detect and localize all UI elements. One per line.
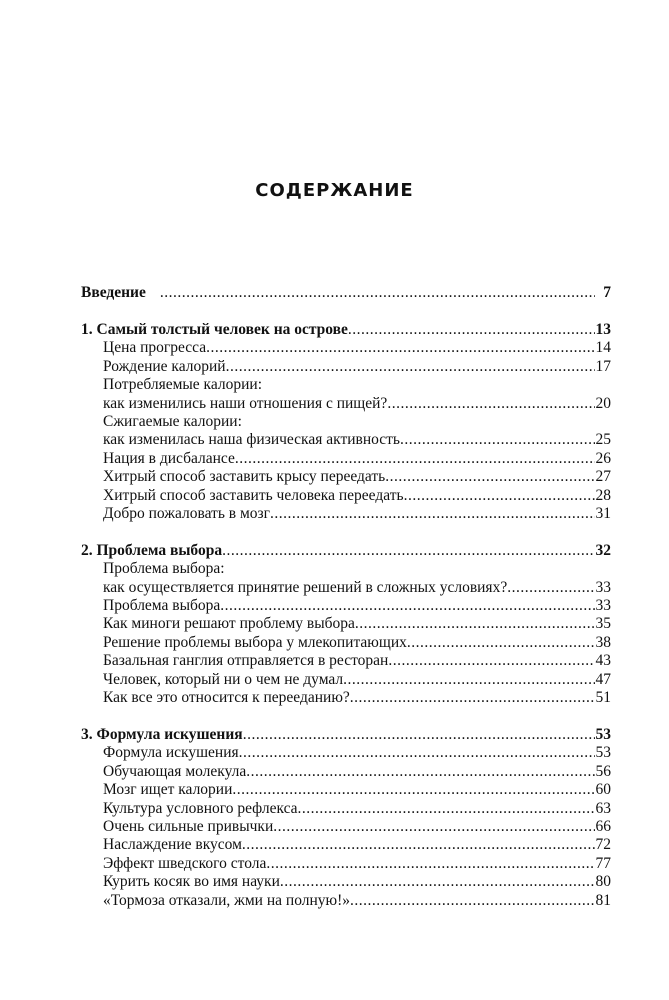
page-number: 26 — [595, 449, 611, 467]
dot-leader — [232, 781, 595, 799]
toc-entry — [81, 634, 611, 652]
page-number: 56 — [595, 762, 611, 780]
toc-section — [81, 321, 611, 523]
dot-leader — [220, 597, 595, 615]
toc-entry — [81, 689, 611, 707]
toc-entry — [81, 818, 611, 836]
toc-entry — [81, 652, 611, 670]
dot-leader — [507, 579, 595, 597]
toc-entry — [81, 376, 611, 394]
page-number: 27 — [595, 468, 611, 486]
page-number: 32 — [595, 541, 611, 559]
entry-title: Потребляемые калории: — [103, 376, 262, 394]
page-number: 17 — [595, 357, 611, 375]
toc-entry — [81, 450, 611, 468]
toc-entry — [81, 873, 611, 891]
toc-entry — [81, 744, 611, 762]
entry-title: Рождение калорий — [103, 357, 226, 375]
page-number: 31 — [595, 504, 611, 522]
page-number: 60 — [595, 781, 611, 799]
entry-title: Базальная ганглия отправляется в ресторан — [103, 652, 389, 670]
page-number: 43 — [595, 652, 611, 670]
toc-entry — [81, 413, 611, 431]
page-number: 28 — [595, 486, 611, 504]
dot-leader — [280, 873, 595, 891]
entry-title: Обучающая молекула — [103, 762, 247, 780]
page-number: 77 — [595, 854, 611, 872]
entry-title: Курить косяк во имя науки — [103, 873, 280, 891]
entry-title: как изменились наши отношения с пищей? — [103, 394, 388, 412]
entry-title: «Тормоза отказали, жми на полную!» — [103, 891, 351, 909]
dot-leader — [387, 395, 595, 413]
page-number: 80 — [595, 873, 611, 891]
toc-entry — [81, 855, 611, 873]
page-number: 63 — [595, 799, 611, 817]
dot-leader — [348, 321, 595, 339]
toc-entry — [81, 339, 611, 357]
entry-title: Формула искушения — [103, 744, 239, 762]
toc-entry — [81, 836, 611, 854]
entry-title: Культура условного рефлекса — [103, 799, 298, 817]
toc-chapter-entry — [81, 726, 611, 744]
dot-leader — [226, 358, 595, 376]
entry-title: как изменилась наша физическая активность — [103, 431, 400, 449]
page-number: 7 — [603, 284, 611, 301]
page-number: 51 — [595, 689, 611, 706]
entry-title: Человек, который ни о чем не думал — [103, 670, 344, 688]
entry-title: Проблема выбора — [103, 597, 221, 615]
dot-leader — [404, 487, 595, 505]
toc-entry — [81, 671, 611, 689]
toc-entry — [81, 800, 611, 818]
page-number: 53 — [595, 725, 611, 743]
dot-leader — [243, 726, 595, 744]
entry-title: Очень сильные привычки — [103, 817, 274, 835]
table-of-contents — [81, 284, 611, 928]
toc-chapter-entry — [81, 542, 611, 560]
dot-leader — [385, 468, 595, 486]
toc-entry — [81, 615, 611, 633]
toc-chapter-entry — [81, 284, 611, 302]
page-number: 20 — [595, 394, 611, 412]
entry-title: Нация в дисбалансе — [103, 449, 235, 467]
page-number: 35 — [595, 615, 611, 633]
toc-entry — [81, 395, 611, 413]
entry-title: Хитрый способ заставить крысу переедать — [103, 468, 386, 486]
entry-title: Добро пожаловать в мозг — [103, 504, 270, 522]
entry-title: Проблема выбора: — [103, 560, 225, 578]
dot-leader — [206, 339, 595, 357]
page-number: 53 — [595, 744, 611, 762]
toc-chapter-entry — [81, 321, 611, 339]
page-number: 47 — [595, 670, 611, 688]
dot-leader — [407, 634, 595, 652]
entry-title: Сжигаемые калории: — [103, 412, 242, 430]
page-number: 81 — [595, 891, 611, 909]
toc-section — [81, 542, 611, 708]
dot-leader — [235, 450, 595, 468]
toc-entry — [81, 597, 611, 615]
entry-title: Эффект шведского стола — [103, 854, 267, 872]
dot-leader — [343, 671, 595, 689]
dot-leader — [400, 431, 595, 449]
chapter-title: 2. Проблема выбора — [81, 541, 223, 559]
dot-leader — [298, 800, 595, 818]
dot-leader — [160, 284, 595, 302]
dot-leader — [388, 652, 595, 670]
page-number: 14 — [595, 339, 611, 357]
dot-leader — [239, 744, 595, 762]
dot-leader — [350, 689, 595, 707]
toc-entry — [81, 892, 611, 910]
entry-title: Наслаждение вкусом — [103, 836, 242, 854]
page-number: 38 — [595, 633, 611, 651]
dot-leader — [246, 763, 595, 781]
dot-leader — [266, 855, 595, 873]
entry-title: Цена прогресса — [103, 339, 207, 357]
entry-title: как осуществляется принятие решений в сложных условиях? — [103, 578, 508, 596]
toc-entry — [81, 431, 611, 449]
toc-section — [81, 284, 611, 302]
entry-title: Мозг ищет калории — [103, 781, 233, 799]
page-number: 66 — [595, 817, 611, 835]
entry-title: Решение проблемы выбора у млекопитающих — [103, 633, 407, 651]
dot-leader — [350, 892, 595, 910]
toc-entry — [81, 763, 611, 781]
dot-leader — [270, 505, 595, 523]
toc-entry — [81, 358, 611, 376]
toc-entry — [81, 781, 611, 799]
toc-entry — [81, 579, 611, 597]
toc-section — [81, 726, 611, 910]
entry-title: Хитрый способ заставить человека переедать — [103, 486, 404, 504]
toc-entry — [81, 468, 611, 486]
page-number: 13 — [595, 320, 611, 338]
dot-leader — [355, 615, 595, 633]
chapter-title: Введение — [81, 284, 146, 301]
page-number: 72 — [595, 836, 611, 854]
dot-leader — [242, 836, 595, 854]
toc-entry — [81, 560, 611, 578]
toc-entry — [81, 505, 611, 523]
toc-entry — [81, 487, 611, 505]
entry-title: Как все это относится к перееданию? — [103, 689, 350, 706]
chapter-title: 1. Самый толстый человек на острове — [81, 320, 348, 338]
chapter-title: 3. Формула искушения — [81, 725, 243, 743]
page-number: 25 — [595, 431, 611, 449]
page-number: 33 — [595, 578, 611, 596]
dot-leader — [222, 542, 595, 560]
page-number: 33 — [595, 597, 611, 615]
page-title: СОДЕРЖАНИЕ — [255, 180, 414, 201]
entry-title: Как миноги решают проблему выбора — [103, 615, 355, 633]
dot-leader — [273, 818, 595, 836]
